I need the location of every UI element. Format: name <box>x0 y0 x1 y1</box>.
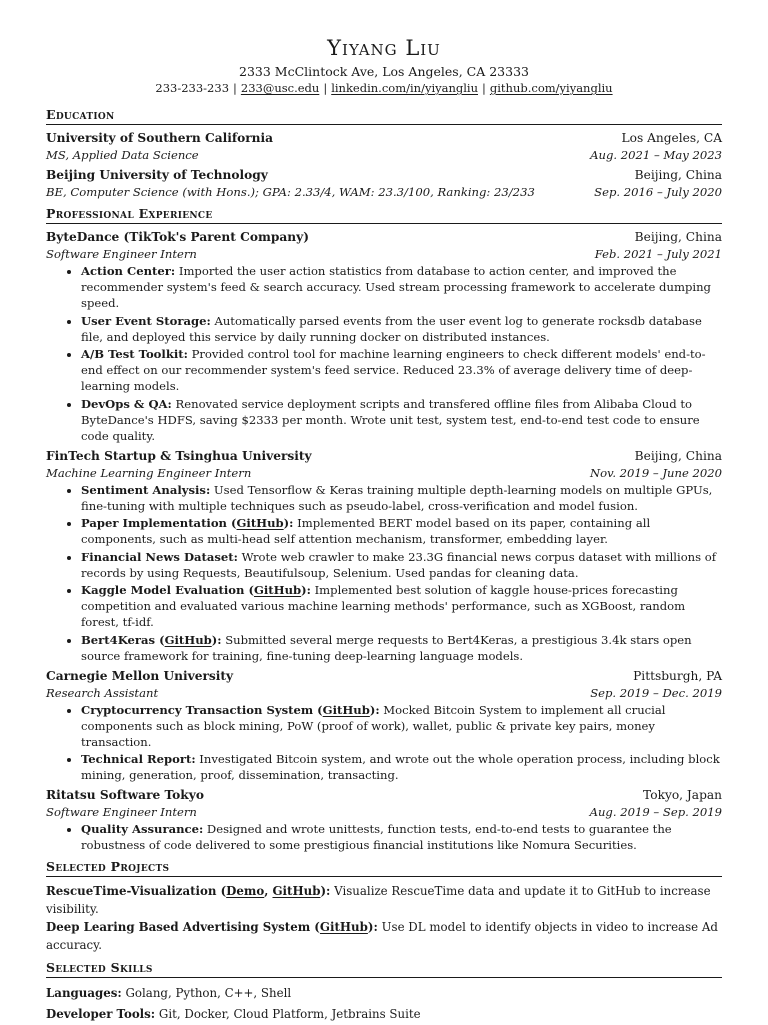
skill-item: Developer Tools: Git, Docker, Cloud Platform, Jetbrains Suite <box>46 1007 421 1021</box>
job-location: Beijing, China <box>634 230 722 244</box>
separator: | <box>482 81 486 95</box>
bullet-item: • Technical Report: Investigated Bitcoin system, and wrote out the whole operation process, including block mining, generation, proof, dissemination, transacting. <box>81 751 722 783</box>
job-dates: Nov. 2019 – June 2020 <box>590 465 722 480</box>
bullet-item: • DevOps & QA: Renovated service deployment scripts and transfered offline files from Alibaba Cloud to ByteDance's HDFS, saving $2333 per month. Wrote unit test, system test, end-to-end test code to ensure code quality. <box>81 396 722 444</box>
school-location: Los Angeles, CA <box>621 131 722 145</box>
company-name: ByteDance (TikTok's Parent Company) <box>46 230 309 244</box>
job-location: Pittsburgh, PA <box>633 668 722 683</box>
bullet-item: • User Event Storage: Automatically parsed events from the user event log to generate rocksdb database file, and deployed this service by daily running docker on distributed instances. <box>81 313 722 345</box>
skill-item: Languages: Golang, Python, C++, Shell <box>46 986 292 1000</box>
demo-link[interactable]: Demo <box>226 884 265 898</box>
job-role: Software Engineer Intern <box>46 247 197 261</box>
bullet-item: • Quality Assurance: Designed and wrote unittests, function tests, end-to-end tests to guarantee the robustness of code delivered to some prestigious financial institutions like Nomura Securities. <box>81 821 722 853</box>
github-link[interactable]: GitHub <box>164 632 212 647</box>
github-link[interactable]: GitHub <box>322 702 370 717</box>
separator: | <box>323 81 328 95</box>
job-role: Machine Learning Engineer Intern <box>46 465 252 480</box>
dates: Sep. 2016 – July 2020 <box>594 185 722 199</box>
linkedin-link[interactable]: linkedin.com/in/yiyangliu <box>331 81 479 95</box>
education-entry <box>46 130 722 163</box>
school-name: University of Southern California <box>46 131 274 145</box>
bullet-item: • Financial News Dataset: Wrote web crawler to make 23.3G financial news corpus dataset with millions of records by using Requests, Beautifulsoup, Selenium. Used pandas for cleaning data. <box>81 549 722 581</box>
education-heading: Education <box>46 107 722 125</box>
bullet-item: • A/B Test Toolkit: Provided control tool for machine learning engineers to check different models' end-to-end effect on our recommender system's feed service. Reduced 23.3% of average delivery time of deep-learning models. <box>81 346 722 394</box>
job-role: Research Assistant <box>46 685 159 700</box>
contact-line <box>46 81 722 95</box>
github-link[interactable]: GitHub <box>319 920 368 934</box>
experience-heading: Professional Experience <box>46 206 722 224</box>
job-location: Tokyo, Japan <box>643 788 722 802</box>
skills-heading: Selected Skills <box>46 960 722 978</box>
job-role: Software Engineer Intern <box>46 805 197 819</box>
bullet-item: • Action Center: Imported the user action statistics from database to action center, and improved the recommender system's feed & search accuracy. Used stream processing framework to accelerate dumping speed. <box>81 263 722 311</box>
bullet-item: • Kaggle Model Evaluation (GitHub): Implemented best solution of kaggle house-prices forecasting competition and evaluated various machine learning methods' performance, such as XGBoost, random forest, tf-idf. <box>81 582 722 630</box>
bullet-list <box>46 702 722 784</box>
github-link[interactable]: GitHub <box>236 516 284 530</box>
separator: | <box>233 81 237 95</box>
degree: BE, Computer Science (with Hons.); GPA: 2.33/4, WAM: 23.3/100, Ranking: 23/233 <box>46 185 535 199</box>
job-entry <box>46 229 722 444</box>
resume-name: Yiyang Liu <box>327 36 441 60</box>
school-location: Beijing, China <box>634 168 722 182</box>
projects-heading: Selected Projects <box>46 859 722 877</box>
project-item: Deep Learing Based Advertising System (GitHub): Use DL model to identify objects in video to increase Ad accuracy. <box>46 920 718 952</box>
job-dates: Sep. 2019 – Dec. 2019 <box>590 685 722 700</box>
bullet-list <box>46 482 722 664</box>
github-link[interactable]: GitHub <box>253 583 302 597</box>
job-entry <box>46 787 722 853</box>
dates: Aug. 2021 – May 2023 <box>590 148 722 162</box>
job-location: Beijing, China <box>634 448 722 463</box>
email-link[interactable]: 233@usc.edu <box>240 81 320 95</box>
project-item: RescueTime-Visualization (Demo, GitHub): Visualize RescueTime data and update it to GitHub to increase visibility. <box>46 884 711 916</box>
job-dates: Aug. 2019 – Sep. 2019 <box>589 805 722 819</box>
job-entry <box>46 448 722 664</box>
bullet-list <box>46 821 722 853</box>
education-entry <box>46 167 722 200</box>
bullet-item: • Sentiment Analysis: Used Tensorflow & Keras training multiple depth-learning models on multiple GPUs, fine-tuning with multiple techniques such as pseudo-label, cross-verification and model fusion. <box>81 482 722 514</box>
bullet-item: • Bert4Keras (GitHub): Submitted several merge requests to Bert4Keras, a prestigious 3.4k stars open source framework for training, fine-tuning deep-learning language models. <box>81 632 722 664</box>
github-link[interactable]: GitHub <box>272 884 321 898</box>
phone: 233-233-233 <box>155 81 230 95</box>
school-name: Beijing University of Technology <box>46 168 268 182</box>
company-name: Carnegie Mellon University <box>46 668 234 683</box>
job-entry <box>46 668 722 784</box>
github-link[interactable]: github.com/yiyangliu <box>489 81 613 95</box>
bullet-item: • Cryptocurrency Transaction System (GitHub): Mocked Bitcoin System to implement all crucial components such as block mining, PoW (proof of work), wallet, public & private key pairs, money transaction. <box>81 702 722 750</box>
company-name: FinTech Startup & Tsinghua University <box>46 448 312 463</box>
degree: MS, Applied Data Science <box>46 148 199 162</box>
address: 2333 McClintock Ave, Los Angeles, CA 23333 <box>239 64 529 79</box>
bullet-list <box>46 263 722 444</box>
company-name: Ritatsu Software Tokyo <box>46 788 204 802</box>
bullet-item: • Paper Implementation (GitHub): Implemented BERT model based on its paper, containing all components, such as multi-head self attention mechanism, transformer, embedding layer. <box>81 515 722 547</box>
job-dates: Feb. 2021 – July 2021 <box>594 247 722 261</box>
